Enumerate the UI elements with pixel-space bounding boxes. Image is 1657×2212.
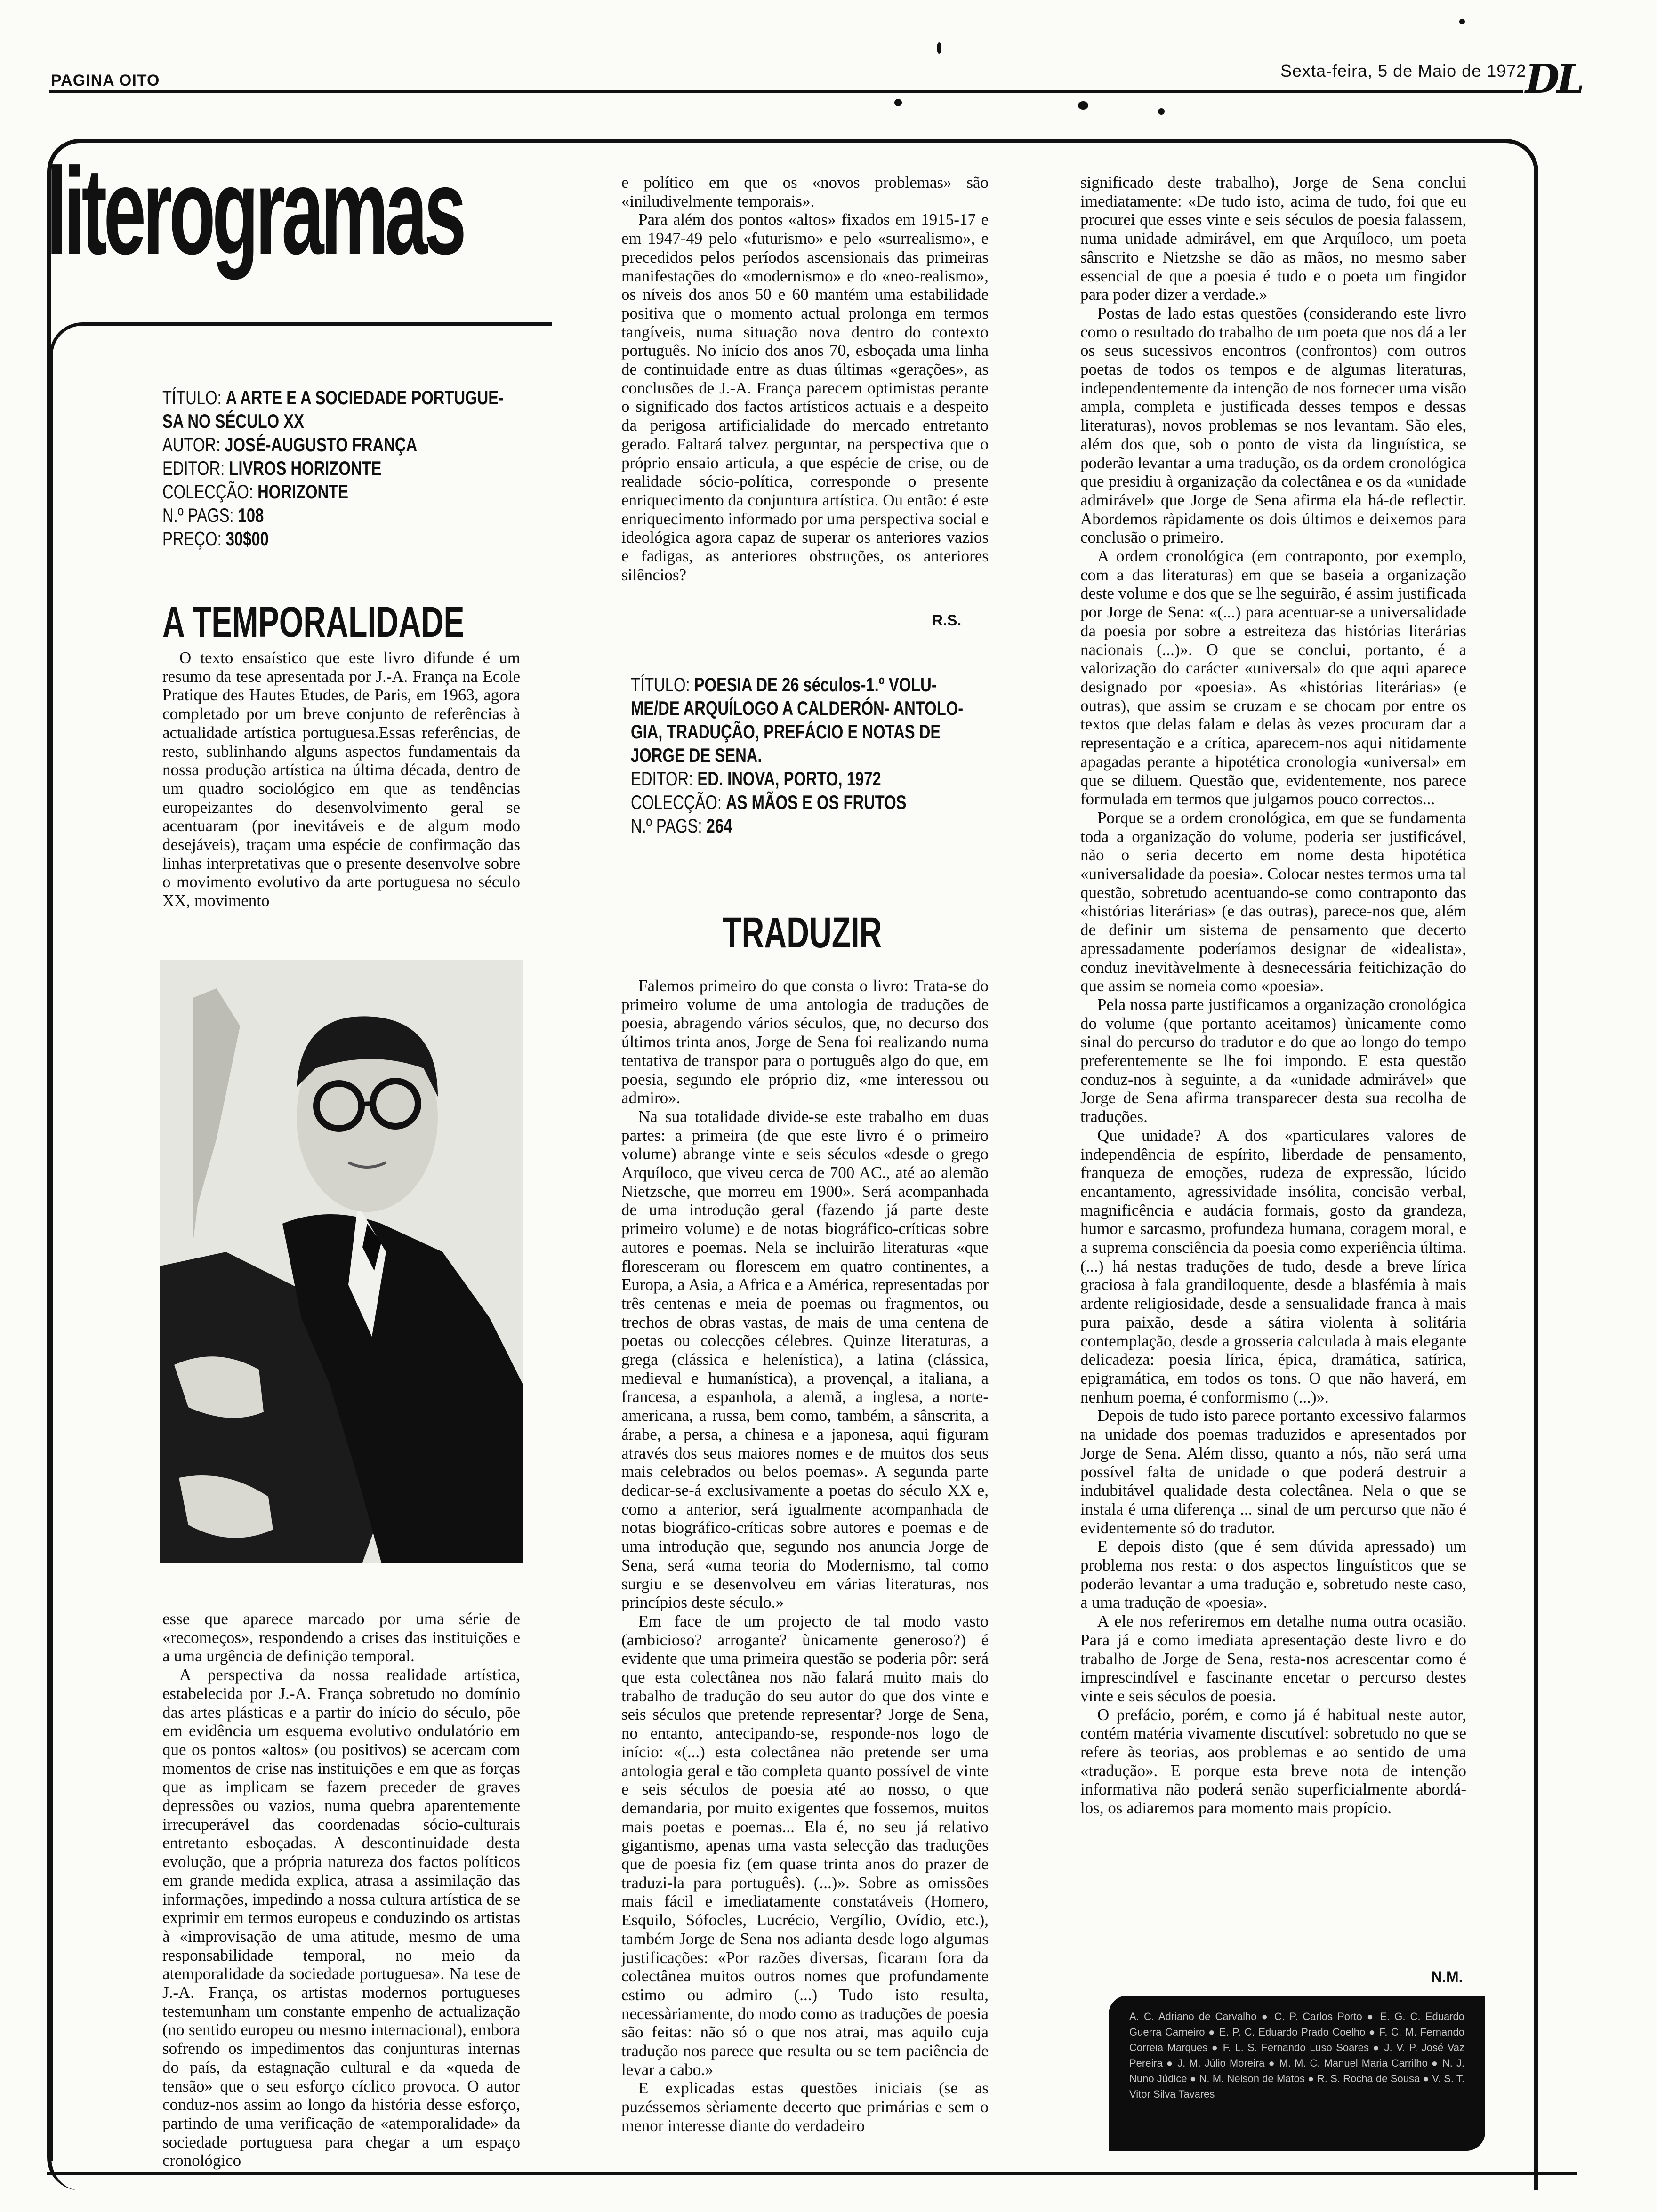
- paragraph: O texto ensaístico que este livro difunde é um resumo da tese apresentada por J.-A. França na Ecole Pratique des Hautes Etudes, de Paris, em 1963, agora completado por um breve conjunto de referências à actualidade artística portuguesa.Essas referências, de resto, sublinhando alguns aspectos fundamentais da nossa produção artística na última década, dentro de um quadro sociológico em que as tendências europeizantes do desenvolvimento geral se acentuaram (por inevitáveis e de algum modo desejáveis), traçam uma espécie de confirmação das linhas interpretativas que o presente desenvolve sobre o movimento evolutivo da arte portuguesa no século XX, movimento: [162, 649, 520, 910]
- paragraph: Porque se a ordem cronológica, em que se fundamenta toda a organização do volume, poderia ser justificável, não o seria decerto em nome desta hipotética «universalidade da poesia». Colocar nestes termos uma tal questão, sobretudo acentuando-se como contraponto das «histórias literárias» (e das outras), parece-nos que, além de definir um sistema de pensamento que decerto apressadamente poderíamos designar de «idealista», conduz inevitàvelmente à desnecessária feitichização do que assim se nomeia como «poesia».: [1080, 808, 1466, 995]
- paragraph: esse que aparece marcado por uma série de «recomeços», respondendo a crises das instituições e a uma urgência de definição temporal.: [162, 1610, 520, 1666]
- paragraph: Na sua totalidade divide-se este trabalho em duas partes: a primeira (de que este livro é o primeiro volume) abrange vinte e seis séculos «desde o grego Arquíloco, que viveu cerca de 700 AC., até ao alemão Nietzsche, que morreu em 1900». Será acompanhada de uma introdução geral (fazendo já parte deste primeiro volume) e de notas biográfico-críticas sobre autores e poemas. Nela se incluirão literaturas «que floresceram ou florescem em quatro continentes, a Europa, a Asia, a Africa e a América, representadas por três centenas e meia de poemas ou fragmentos, ou trechos de obras vastas, de mais de uma centena de poetas ou colecções célebres. Quinze literaturas, a grega (clássica e helenística), a latina (clássica, medieval e humanística), a provençal, a italiana, a francesa, a espanhola, a alemã, a inglesa, a norte-americana, a russa, bem como, também, a sânscrita, a árabe, a persa, a chinesa e a japonesa, aqui figuram através dos seus maiores nomes e de muitos dos seus mais celebrados ou belos poemas». A segunda parte dedicar-se-á exclusivamente a poetas do século XX e, como a anterior, será igualmente acompanhada de notas biográfico-críticas sobre autores e poemas e de uma introdução que, segundo nos anuncia Jorge de Sena, será «uma teoria do Modernismo, tal como surgiu e se desenvolveu em várias literaturas, nos princípios deste século.»: [621, 1107, 989, 1612]
- paragraph: Falemos primeiro do que consta o livro: Trata-se do primeiro volume de uma antologia de traduções de poesia, abragendo vários séculos, que, no decurso dos últimos trinta anos, Jorge de Sena foi realizando numa tentativa de transpor para o português algo do que, em poesia, segundo ele próprio diz, «me interessou ou admiro».: [621, 977, 989, 1107]
- book-info-line: SA NO SÉCULO XX: [162, 410, 304, 432]
- review1-column-1: [162, 649, 520, 910]
- portrait-image: [160, 960, 523, 1563]
- frame-bottom-rule: [47, 2172, 1577, 2175]
- print-speck: [894, 99, 902, 106]
- book-info-line: N.º PAGS: 108: [162, 504, 264, 526]
- book-info-line: AUTOR: JOSÉ-AUGUSTO FRANÇA: [162, 433, 418, 456]
- paragraph: E explicadas estas questões iniciais (se as puzéssemos sèriamente decerto que primárias e sem o menor interesse diante do verdadeiro: [621, 2079, 989, 2135]
- paragraph: Pela nossa parte justificamos a organização cronológica do volume (que portanto aceitamos) ùnicamente como sinal do percurso do tradutor e do que ao longo do tempo preferentemente se lhe foi impondo. E esta questão conduz-nos à seguinte, a da «unidade admirável» que Jorge de Sena afirma transparecer desta sua recolha de traduções.: [1080, 995, 1466, 1126]
- review1-column-1b: [162, 1610, 520, 2170]
- book-info-1: [162, 386, 530, 551]
- book-info-line: COLECÇÃO: AS MÃOS E OS FRUTOS: [631, 791, 907, 813]
- book-info-line: TÍTULO: POESIA DE 26 séculos-1.º VOLU-: [631, 673, 937, 696]
- paragraph: E depois disto (que é sem dúvida apressado) um problema nos resta: o dos aspectos linguísticos que se poderão levantar a uma tradução e, sobretudo neste caso, a uma tradução de «poesia».: [1080, 1537, 1466, 1612]
- print-speck: [1158, 108, 1165, 115]
- review1-column-2: [621, 173, 989, 584]
- newspaper-logo: DL: [1525, 56, 1582, 102]
- paragraph: A ele nos referiremos em detalhe numa outra ocasião. Para já e como imediata apresentação deste livro e do trabalho de Jorge de Sena, resta-nos acrescentar como é imprescindível e fascinante encetar o percurso destes vinte e seis séculos de poesia.: [1080, 1612, 1466, 1705]
- paragraph: Depois de tudo isto parece portanto excessivo falarmos na unidade dos poemas traduzidos e apresentados por Jorge de Sena. Além disso, quanto a nós, não será uma possível falta de unidade o que poderá destruir a indubitável qualidade desta colectânea. Nela o que se instala é uma diferença ... sinal de um percurso que não é evidentemente só do tradutor.: [1080, 1406, 1466, 1537]
- paragraph: Postas de lado estas questões (considerando este livro como o resultado do trabalho de um poeta que nos dá a ler os seus sucessivos encontros (confrontos) com outros poetas de todos os tempos e de algumas literaturas, independentemente da intenção de nos fornecer uma visão ampla, completa e justificada desses tempos e dessas literaturas), novos problemas se nos levantam. São eles, além dos que, sob o ponto de vista da linguística, se poderão levantar a uma tradução, os da ordem cronológica que presidiu à organização da colectânea e os da «unidade admirável» que Jorge de Sena afirma ela há-de reflectir. Abordemos ràpidamente os dois últimos e deixemos para conclusão o primeiro.: [1080, 304, 1466, 547]
- print-speck: [1459, 19, 1465, 24]
- paragraph: Que unidade? A dos «particulares valores de independência de espírito, liberdade de pensamento, franqueza de emoções, rudeza de expressão, lúcido encantamento, agressividade insólita, concisão verbal, magnificência e audácia formais, gosto da grandeza, humor e sarcasmo, profundeza humana, coragem moral, e a suprema consciência da poesia como experiência última. (...) há nestas traduções de tudo, desde a breve lírica graciosa à fala grandiloquente, desde a blasfémia à mais ardente religiosidade, desde a sensualidade franca à mais pura paixão, desde a sátira violenta à solitária contemplação, desde a grosseria calculada à mais elegante delicadeza: poesia lírica, épica, dramática, satírica, epigramática, em todos os tons. O que não haverá, em nenhum poema, é conformismo (...)».: [1080, 1126, 1466, 1406]
- paragraph: A perspectiva da nossa realidade artística, estabelecida por J.-A. França sobretudo no domínio das artes plásticas e a partir do início do século, põe em evidência um esquema evolutivo ondulatório em que os pontos «altos» (ou positivos) se acercam com momentos de crise nas instituições e em que as forças que as implicam se fazem preceder de graves depressões ou vazios, numa quebra aparentemente irrecuperável das coordenadas sócio-culturais entretanto esboçadas. A descontinuidade desta evolução, que a própria natureza dos factos políticos em grande medida explica, atrasa a assimilação das informações, impedindo a nossa cultura artística de se exprimir em termos europeus e conduzindo os artistas à «improvisação de uma atitude, mesmo de uma responsabilidade temporal, no meio da atemporalidade da sociedade portuguesa». Na tese de J.-A. França, os artistas modernos portugueses testemunham um constante empenho de actualização (no sentido europeu ou mesmo internacional), embora sofrendo os impedimentos das conjunturas internas do país, da estagnação cultural e da «queda de tensão» que o seu esforço cíclico provoca. O autor conduz-nos assim ao longo da história desse esforço, partindo de uma verificação de «atemporalidade» da sociedade portuguesa para chegar a um espaço cronológico: [162, 1666, 520, 2170]
- review2-column-3: [1080, 173, 1466, 1818]
- paragraph: Para além dos pontos «altos» fixados em 1915-17 e em 1947-49 pelo «futurismo» e pelo «surrealismo», e precedidos pelos períodos ascensionais das primeiras manifestações do «modernismo» e do «neo-realismo», os níveis dos anos 50 e 60 mantém uma estabilidade positiva que o momento actual prolonga em termos tangíveis, numa situação nova dentro do contexto português. No início dos anos 70, esboçada uma linha de continuidade entre as duas últimas «gerações», as conclusões de J.-A. França parecem optimistas perante o significado dos factos artísticos actuais e a despeito da perigosa artificialidade do mercado entretanto gerado. Faltará talvez perguntar, na perspectiva que o próprio ensaio articula, a que espécie de crise, ou de realidade sócio-política, corresponde o presente enriquecimento da conjuntura artística. Ou então: é este enriquecimento informado por uma perspectiva social e ideológica agora capaz de superar os anteriores vazios e fadigas, as anteriores obstruções, os anteriores silêncios?: [621, 210, 989, 584]
- section-masthead: literogramas: [46, 142, 463, 280]
- contributors-box: A. C. Adriano de Carvalho ● C. P. Carlos Porto ● E. G. C. Eduardo Guerra Carneiro ● E. P. C. Eduardo Prado Coelho ● F. C. M. Fernando Correia Marques ● F. L. S. Fernando Luso Soares ● J. V. P. José Vaz Pereira ● J. M. Júlio Moreira ● M. M. C. Manuel Maria Carrilho ● N. J. Nuno Júdice ● N. M. Nelson de Matos ● R. S. Rocha de Sousa ● V. S. T. Vitor Silva Tavares: [1109, 1996, 1485, 2151]
- paragraph: O prefácio, porém, e como já é habitual neste autor, contém matéria vivamente discutível: sobretudo no que se refere às teorias, aos problemas e ao sentido de uma «tradução». E porque esta breve nota de intenção informativa não poderá senão superficialmente abordá-los, os adiaremos para momento mais propício.: [1080, 1705, 1466, 1818]
- paragraph: A ordem cronológica (em contraponto, por exemplo, com a das literaturas) em que se baseia a organização deste volume e dos que se lhe seguirão, é assim justificada por Jorge de Sena: «(...) para acentuar-se a universalidade da poesia por sobre a estreiteza das histórias literárias nacionais (...)». O que se conclui, portanto, é a valorização do carácter «universal» do que aqui aparece designado por «poesia». As «histórias literárias» (e outras), que assim se cruzam e se chocam por entre os textos que delas falam e delas às vezes procuram dar a representação e a crítica, aparecem-nos aqui nitidamente apagadas perante a hipotética cronologia «universal» em que se diluem. Questão que, evidentemente, nos parece formulada em termos que julgamos pouco correctos...: [1080, 547, 1466, 809]
- review2-column-2: [621, 977, 989, 2135]
- print-speck: [937, 42, 941, 54]
- book-info-line: TÍTULO: A ARTE E A SOCIEDADE PORTUGUE-: [162, 386, 504, 409]
- signature-rs: R.S.: [932, 612, 962, 629]
- heading-traduzir: TRADUZIR: [723, 909, 882, 957]
- book-info-line: EDITOR: ED. INOVA, PORTO, 1972: [631, 768, 881, 790]
- book-info-2: [631, 673, 998, 838]
- paragraph: e político em que os «novos problemas» são «iniludivelmente temporais».: [621, 173, 989, 210]
- book-info-line: EDITOR: LIVROS HORIZONTE: [162, 457, 382, 479]
- print-speck: [1078, 101, 1088, 110]
- book-info-line: N.º PAGS: 264: [631, 815, 732, 837]
- issue-date: Sexta-feira, 5 de Maio de 1972: [1280, 61, 1527, 80]
- book-info-line: JORGE DE SENA.: [631, 744, 762, 766]
- signature-nm: N.M.: [1431, 1968, 1463, 1985]
- book-info-line: GIA, TRADUÇÃO, PREFÁCIO E NOTAS DE: [631, 721, 941, 743]
- author-photo: [160, 960, 523, 1563]
- page-label: PAGINA OITO: [51, 72, 160, 89]
- book-info-line: PREÇO: 30$00: [162, 528, 269, 550]
- paragraph: Em face de um projecto de tal modo vasto (ambicioso? arrogante? ùnicamente generoso?) é evidente que uma primeira questão se poderia pôr: será que esta colectânea nos não falará muito mais do trabalho de tradução do seu autor do que dos vinte e seis séculos que pretende representar? Jorge de Sena, no entanto, antecipando-se, responde-nos logo de início: «(...) esta colectânea não pretende ser uma antologia geral e tão completa quanto possível de vinte e seis séculos de poesia até ao nosso, o que demandaria, por muito exigentes que fossemos, muitos mais poetas e poemas... Ela é, no seu já relativo gigantismo, apenas uma vasta selecção das traduções que de poesia fiz (em quase trinta anos do prazer de traduzi-la para português). (...)». Sobre as omissões mais fácil e imediatamente constatáveis (Homero, Esquilo, Sófocles, Lucrécio, Vergílio, Ovídio, etc.), também Jorge de Sena nos adianta desde logo algumas justificações: «Por razões diversas, ficaram fora da colectânea muitos outros nomes que profundamente estimo ou admiro (...) Tudo isto resulta, necessàriamente, do modo como as traduções de poesia são feitas: não só o que nos atrai, mas aquilo cuja tradução nos parece que resulta ou se tem paciência de levar a cabo.»: [621, 1611, 989, 2079]
- header-rule: [49, 90, 1523, 93]
- book-info-line: COLECÇÃO: HORIZONTE: [162, 481, 348, 503]
- heading-temporalidade: A TEMPORALIDADE: [162, 598, 465, 646]
- book-info-line: ME/DE ARQUÍLOGO A CALDERÓN- ANTOLO-: [631, 697, 964, 719]
- paragraph: significado deste trabalho), Jorge de Sena conclui imediatamente: «De tudo isto, acima de tudo, foi que eu procurei que esses vinte e seis séculos de poesia falassem, numa unidade admirável, em que Arquíloco, um poeta sânscrito e Nietzshe se dão as mãos, no mesmo saber essencial de que a poesia é tudo e o poeta um fingidor para poder dizer a verdade.»: [1080, 173, 1466, 304]
